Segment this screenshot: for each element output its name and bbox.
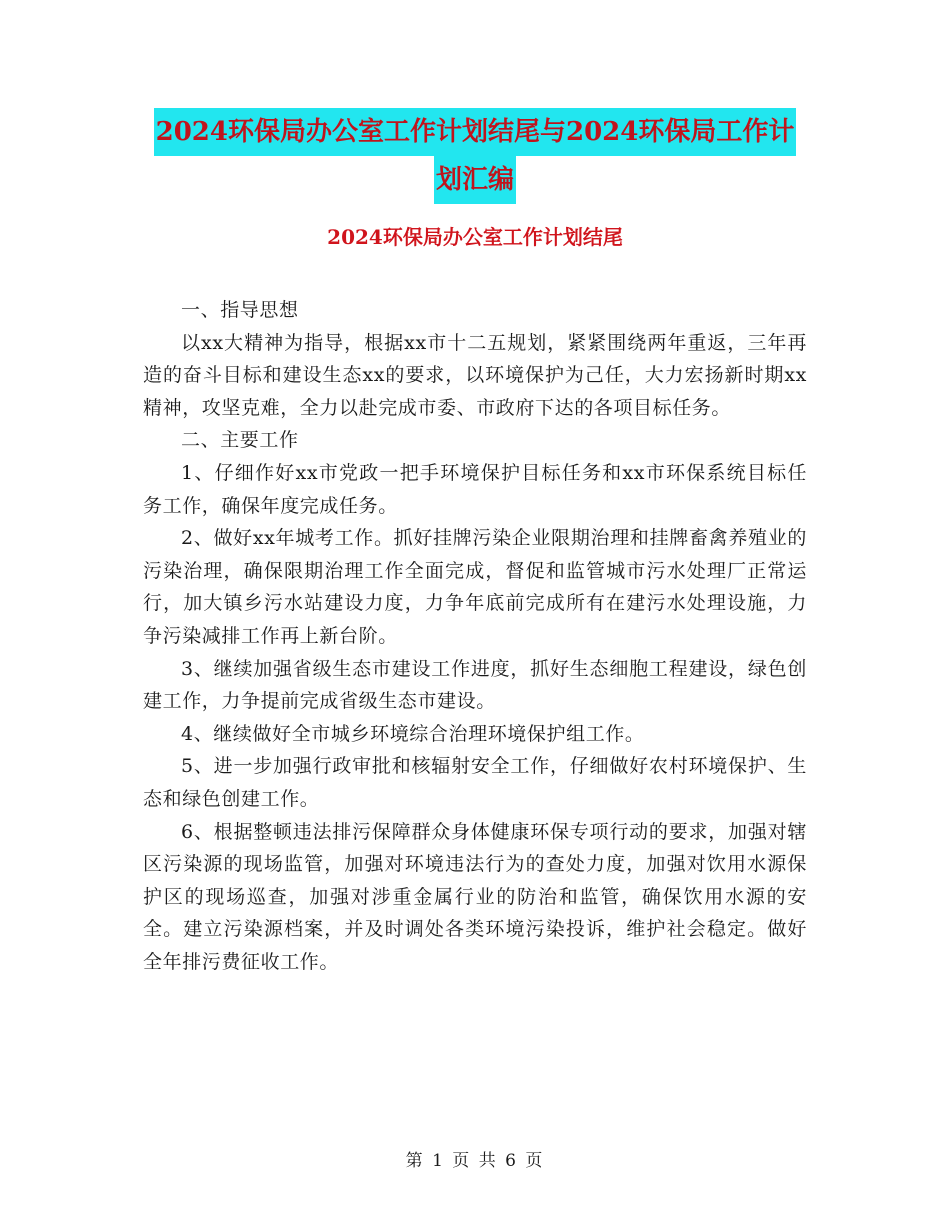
paragraph-item-6: 6、根据整顿违法排污保障群众身体健康环保专项行动的要求，加强对辖区污染源的现场监管，加强对环境违法行为的查处力度，加强对饮用水源保护区的现场巡查，加强对涉重金属行业的防治和监管，确保饮用水源的安全。建立污染源档案，并及时调处各类环境污染投诉，维护社会稳定。做好全年排污费征收工作。 [143, 820, 807, 973]
paragraph-item-1: 1、仔细作好xx市党政一把手环境保护目标任务和xx市环保系统目标任务工作，确保年度完成任务。 [143, 461, 807, 517]
paragraph-item-4: 4、继续做好全市城乡环境综合治理环境保护组工作。 [181, 722, 645, 745]
document-title [140, 108, 810, 204]
paragraph-item-3: 3、继续加强省级生态市建设工作进度，抓好生态细胞工程建设，绿色创建工作，力争提前完成省级生态市建设。 [143, 657, 807, 713]
page-footer: 第 1 页 共 6 页 [405, 1151, 545, 1171]
document-body [143, 294, 807, 978]
section-title: 2024环保局办公室工作计划结尾 [327, 225, 623, 249]
heading-guiding-thought: 一、指导思想 [181, 299, 299, 321]
paragraph-item-2: 2、做好xx年城考工作。抓好挂牌污染企业限期治理和挂牌畜禽养殖业的污染治理，确保限期治理工作全面完成，督促和监管城市污水处理厂正常运行，加大镇乡污水站建设力度，力争年底前完成所有在建污水处理设施，力争污染减排工作再上新台阶。 [143, 527, 807, 647]
paragraph-item-5: 5、进一步加强行政审批和核辐射安全工作，仔细做好农村环境保护、生态和绿色创建工作。 [143, 755, 807, 810]
document-title-line2: 划汇编 [434, 156, 516, 204]
paragraph-guiding-thought: 以xx大精神为指导，根据xx市十二五规划，紧紧围绕两年重返，三年再造的奋斗目标和建设生态xx的要求，以环境保护为己任，大力宏扬新时期xx精神，攻坚克难，全力以赴完成市委、市政府下达的各项目标任务。 [143, 331, 807, 419]
heading-main-work: 二、主要工作 [181, 429, 299, 452]
document-title-line1: 2024环保局办公室工作计划结尾与2024环保局工作计 [154, 108, 797, 156]
